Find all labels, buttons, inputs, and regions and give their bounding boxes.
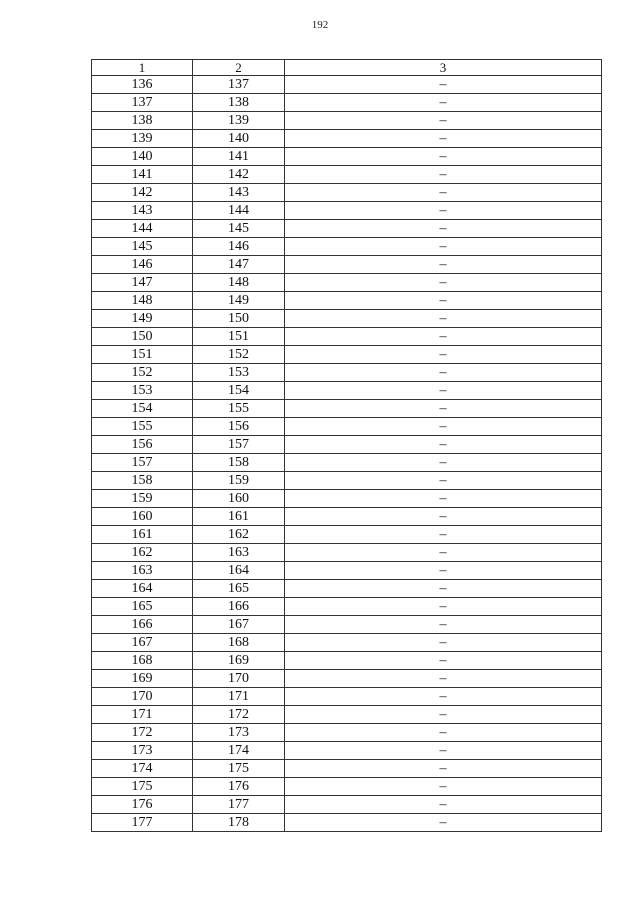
table-cell: 140	[193, 130, 285, 148]
table-cell: 177	[92, 814, 193, 832]
table-cell: –	[285, 238, 602, 256]
table-cell: 161	[92, 526, 193, 544]
table-cell: 146	[92, 256, 193, 274]
table-cell: –	[285, 670, 602, 688]
table-cell: 174	[92, 760, 193, 778]
table-cell: 159	[193, 472, 285, 490]
table-cell: 154	[193, 382, 285, 400]
table-cell: –	[285, 544, 602, 562]
table-cell: 147	[92, 274, 193, 292]
table-row	[92, 580, 602, 598]
table-row	[92, 184, 602, 202]
table-cell: –	[285, 256, 602, 274]
table-cell: –	[285, 490, 602, 508]
table-cell: 172	[92, 724, 193, 742]
table-row	[92, 634, 602, 652]
table-cell: 163	[193, 544, 285, 562]
table-cell: 173	[193, 724, 285, 742]
table-row	[92, 796, 602, 814]
table-cell: 170	[193, 670, 285, 688]
table-cell: –	[285, 94, 602, 112]
table-row	[92, 202, 602, 220]
table-cell: 136	[92, 76, 193, 94]
table-row	[92, 238, 602, 256]
table-cell: 162	[193, 526, 285, 544]
table-cell: 167	[193, 616, 285, 634]
table-cell: 158	[92, 472, 193, 490]
table-cell: –	[285, 652, 602, 670]
table-row	[92, 724, 602, 742]
table-cell: 154	[92, 400, 193, 418]
table-row	[92, 490, 602, 508]
table-row	[92, 418, 602, 436]
table-cell: 145	[92, 238, 193, 256]
table-cell: 151	[193, 328, 285, 346]
table-cell: 144	[92, 220, 193, 238]
table-row	[92, 256, 602, 274]
table-row	[92, 778, 602, 796]
table-cell: 160	[193, 490, 285, 508]
table-cell: 175	[193, 760, 285, 778]
table-cell: 143	[193, 184, 285, 202]
table-row	[92, 472, 602, 490]
table-cell: 165	[193, 580, 285, 598]
table-cell: 178	[193, 814, 285, 832]
table-cell: 160	[92, 508, 193, 526]
table-cell: 173	[92, 742, 193, 760]
table-cell: 156	[193, 418, 285, 436]
table-row	[92, 652, 602, 670]
table-row	[92, 562, 602, 580]
table-cell: 170	[92, 688, 193, 706]
table-cell: 141	[193, 148, 285, 166]
table-body	[92, 76, 602, 832]
table-cell: –	[285, 364, 602, 382]
table-cell: –	[285, 310, 602, 328]
table-row	[92, 760, 602, 778]
table-cell: 155	[193, 400, 285, 418]
table-cell: –	[285, 508, 602, 526]
table-cell: –	[285, 616, 602, 634]
table-cell: 171	[92, 706, 193, 724]
table-cell: 164	[193, 562, 285, 580]
table-cell: –	[285, 148, 602, 166]
table-row	[92, 130, 602, 148]
table-cell: 168	[92, 652, 193, 670]
table-row	[92, 148, 602, 166]
table-cell: 148	[92, 292, 193, 310]
table-cell: –	[285, 472, 602, 490]
table-row	[92, 814, 602, 832]
table-cell: –	[285, 382, 602, 400]
table-cell: –	[285, 112, 602, 130]
table-cell: 175	[92, 778, 193, 796]
table-cell: 137	[92, 94, 193, 112]
table-cell: 151	[92, 346, 193, 364]
table-row	[92, 274, 602, 292]
table-row	[92, 706, 602, 724]
table-cell: –	[285, 76, 602, 94]
table-cell: 141	[92, 166, 193, 184]
table-row	[92, 526, 602, 544]
table-cell: –	[285, 598, 602, 616]
table-cell: 139	[193, 112, 285, 130]
table-cell: 140	[92, 148, 193, 166]
table-row	[92, 544, 602, 562]
table-cell: 152	[92, 364, 193, 382]
table-cell: 158	[193, 454, 285, 472]
table-row	[92, 76, 602, 94]
page-number: 192	[311, 19, 329, 31]
table-cell: –	[285, 814, 602, 832]
table-cell: 168	[193, 634, 285, 652]
table-row	[92, 166, 602, 184]
table-row	[92, 742, 602, 760]
table-cell: –	[285, 184, 602, 202]
table-cell: –	[285, 742, 602, 760]
table-cell: –	[285, 400, 602, 418]
table-row	[92, 94, 602, 112]
table-cell: 157	[193, 436, 285, 454]
table-cell: 172	[193, 706, 285, 724]
table-cell: 165	[92, 598, 193, 616]
table-header-row	[92, 60, 602, 76]
table-cell: 169	[92, 670, 193, 688]
table-cell: –	[285, 292, 602, 310]
table-row	[92, 436, 602, 454]
table-cell: –	[285, 202, 602, 220]
table-cell: 166	[193, 598, 285, 616]
table-row	[92, 346, 602, 364]
table-cell: –	[285, 436, 602, 454]
table-row	[92, 364, 602, 382]
table-cell: –	[285, 418, 602, 436]
column-header: 3	[285, 60, 602, 76]
table-row	[92, 508, 602, 526]
table-cell: –	[285, 580, 602, 598]
table-row	[92, 400, 602, 418]
table-cell: 148	[193, 274, 285, 292]
table-cell: 177	[193, 796, 285, 814]
table-row	[92, 112, 602, 130]
table-cell: –	[285, 634, 602, 652]
table-cell: –	[285, 346, 602, 364]
table-row	[92, 382, 602, 400]
table-cell: 144	[193, 202, 285, 220]
table-cell: 155	[92, 418, 193, 436]
table-cell: –	[285, 526, 602, 544]
table-row	[92, 328, 602, 346]
table-cell: 143	[92, 202, 193, 220]
table-cell: 149	[193, 292, 285, 310]
table-row	[92, 598, 602, 616]
table-cell: 142	[92, 184, 193, 202]
column-header: 2	[193, 60, 285, 76]
table-cell: 147	[193, 256, 285, 274]
table-cell: 157	[92, 454, 193, 472]
table-cell: –	[285, 562, 602, 580]
table-cell: –	[285, 778, 602, 796]
table-cell: 139	[92, 130, 193, 148]
table-cell: 176	[92, 796, 193, 814]
table-cell: 150	[92, 328, 193, 346]
column-header: 1	[92, 60, 193, 76]
table-cell: –	[285, 796, 602, 814]
table-cell: 166	[92, 616, 193, 634]
table-cell: –	[285, 328, 602, 346]
table-row	[92, 292, 602, 310]
table-cell: 150	[193, 310, 285, 328]
table-row	[92, 616, 602, 634]
table-cell: 153	[92, 382, 193, 400]
table-row	[92, 310, 602, 328]
table-cell: 162	[92, 544, 193, 562]
table-cell: 169	[193, 652, 285, 670]
table-cell: –	[285, 130, 602, 148]
table-cell: 163	[92, 562, 193, 580]
table-cell: 164	[92, 580, 193, 598]
table-cell: –	[285, 688, 602, 706]
table-cell: 161	[193, 508, 285, 526]
table-row	[92, 688, 602, 706]
table-cell: 152	[193, 346, 285, 364]
table-cell: 171	[193, 688, 285, 706]
table-cell: 153	[193, 364, 285, 382]
table-cell: –	[285, 274, 602, 292]
table-row	[92, 454, 602, 472]
table-cell: –	[285, 760, 602, 778]
table-row	[92, 220, 602, 238]
table-cell: 156	[92, 436, 193, 454]
table-cell: 145	[193, 220, 285, 238]
table-cell: 138	[92, 112, 193, 130]
table-cell: 142	[193, 166, 285, 184]
table-cell: –	[285, 454, 602, 472]
table-cell: 174	[193, 742, 285, 760]
table-cell: 146	[193, 238, 285, 256]
table-cell: 149	[92, 310, 193, 328]
table-cell: –	[285, 166, 602, 184]
table-cell: –	[285, 220, 602, 238]
table-cell: –	[285, 724, 602, 742]
table-cell: 137	[193, 76, 285, 94]
table-cell: 159	[92, 490, 193, 508]
table-cell: 167	[92, 634, 193, 652]
data-table	[91, 59, 602, 832]
table-cell: –	[285, 706, 602, 724]
table-cell: 176	[193, 778, 285, 796]
table-row	[92, 670, 602, 688]
table-cell: 138	[193, 94, 285, 112]
